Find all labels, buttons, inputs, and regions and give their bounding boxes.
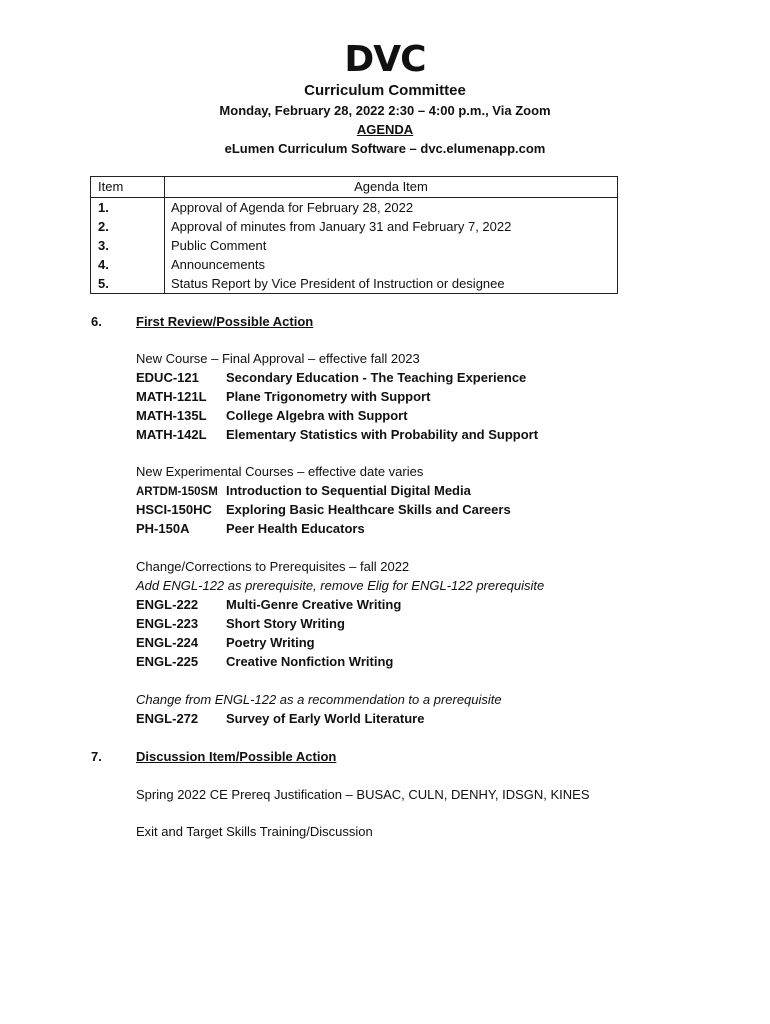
course-line xyxy=(136,635,315,650)
course-code: EDUC-121 xyxy=(136,370,199,385)
section-7-title: Discussion Item/Possible Action xyxy=(136,749,337,764)
course-line xyxy=(136,389,430,404)
dvc-logo: DVC xyxy=(344,39,426,80)
course-title: Exploring Basic Healthcare Skills and Careers xyxy=(226,502,511,517)
course-line xyxy=(136,408,408,423)
course-code: MATH-142L xyxy=(136,427,207,442)
course-code: HSCI-150HC xyxy=(136,502,212,517)
course-line xyxy=(136,370,526,385)
discussion-item-2: Exit and Target Skills Training/Discussion xyxy=(136,824,373,839)
section-6-title: First Review/Possible Action xyxy=(136,314,314,329)
course-line xyxy=(136,711,424,726)
course-title: Poetry Writing xyxy=(226,635,315,650)
section-6-number: 6. xyxy=(91,314,102,329)
course-title: Survey of Early World Literature xyxy=(226,711,425,726)
col-agenda-header: Agenda Item xyxy=(165,177,618,198)
course-code: ENGL-224 xyxy=(136,635,199,650)
course-code: ENGL-272 xyxy=(136,711,199,726)
col-item-header: Item xyxy=(91,177,165,198)
row-number: 4. xyxy=(91,255,165,274)
table-header-row xyxy=(91,177,618,198)
prereq-heading: Change/Corrections to Prerequisites – fall 2022 xyxy=(136,559,410,574)
recommend-note: Change from ENGL-122 as a recommendation to a prerequisite xyxy=(136,692,502,707)
course-title: Plane Trigonometry with Support xyxy=(226,389,431,404)
row-text: Approval of Agenda for February 28, 2022 xyxy=(165,198,618,218)
meeting-date: Monday, February 28, 2022 2:30 – 4:00 p.m., Via Zoom xyxy=(219,103,551,118)
prereq-note: Add ENGL-122 as prerequisite, remove Elig for ENGL-122 prerequisite xyxy=(136,578,545,593)
course-code: ENGL-222 xyxy=(136,597,199,612)
course-line xyxy=(136,616,345,631)
table-row xyxy=(91,236,618,255)
course-title: Multi-Genre Creative Writing xyxy=(226,597,402,612)
course-title: Elementary Statistics with Probability and Support xyxy=(226,427,539,442)
course-code: ENGL-225 xyxy=(136,654,199,669)
course-line xyxy=(136,483,471,498)
course-title: Secondary Education - The Teaching Experience xyxy=(226,370,527,385)
row-number: 1. xyxy=(91,198,165,218)
new-course-heading: New Course – Final Approval – effective fall 2023 xyxy=(136,351,420,366)
course-code: PH-150A xyxy=(136,521,190,536)
page-title: Curriculum Committee xyxy=(304,82,466,99)
course-code: MATH-135L xyxy=(136,408,207,423)
row-text: Announcements xyxy=(165,255,618,274)
row-text: Approval of minutes from January 31 and February 7, 2022 xyxy=(165,217,618,236)
discussion-item-1: Spring 2022 CE Prereq Justification – BUSAC, CULN, DENHY, IDSGN, KINES xyxy=(136,787,590,802)
row-text: Status Report by Vice President of Instruction or designee xyxy=(165,274,618,294)
course-code: ARTDM-150SM xyxy=(136,486,218,498)
course-line xyxy=(136,427,538,442)
software-line: eLumen Curriculum Software – dvc.elumenapp.com xyxy=(224,141,546,156)
course-title: Peer Health Educators xyxy=(226,521,365,536)
course-line xyxy=(136,654,393,669)
table-row xyxy=(91,217,618,236)
course-title: Short Story Writing xyxy=(226,616,345,631)
course-code: ENGL-223 xyxy=(136,616,199,631)
course-title: Creative Nonfiction Writing xyxy=(226,654,394,669)
course-title: Introduction to Sequential Digital Media xyxy=(226,483,471,498)
course-line xyxy=(136,502,511,517)
course-line xyxy=(136,597,401,612)
row-text: Public Comment xyxy=(165,236,618,255)
table-row xyxy=(91,198,618,218)
course-code: MATH-121L xyxy=(136,389,207,404)
row-number: 3. xyxy=(91,236,165,255)
row-number: 5. xyxy=(91,274,165,294)
row-number: 2. xyxy=(91,217,165,236)
agenda-label: AGENDA xyxy=(356,122,414,137)
experimental-heading: New Experimental Courses – effective date varies xyxy=(136,464,424,479)
table-row xyxy=(91,274,618,294)
course-title: College Algebra with Support xyxy=(226,408,408,423)
agenda-table xyxy=(90,176,618,294)
section-7-number: 7. xyxy=(91,749,102,764)
table-row xyxy=(91,255,618,274)
course-line xyxy=(136,521,365,536)
